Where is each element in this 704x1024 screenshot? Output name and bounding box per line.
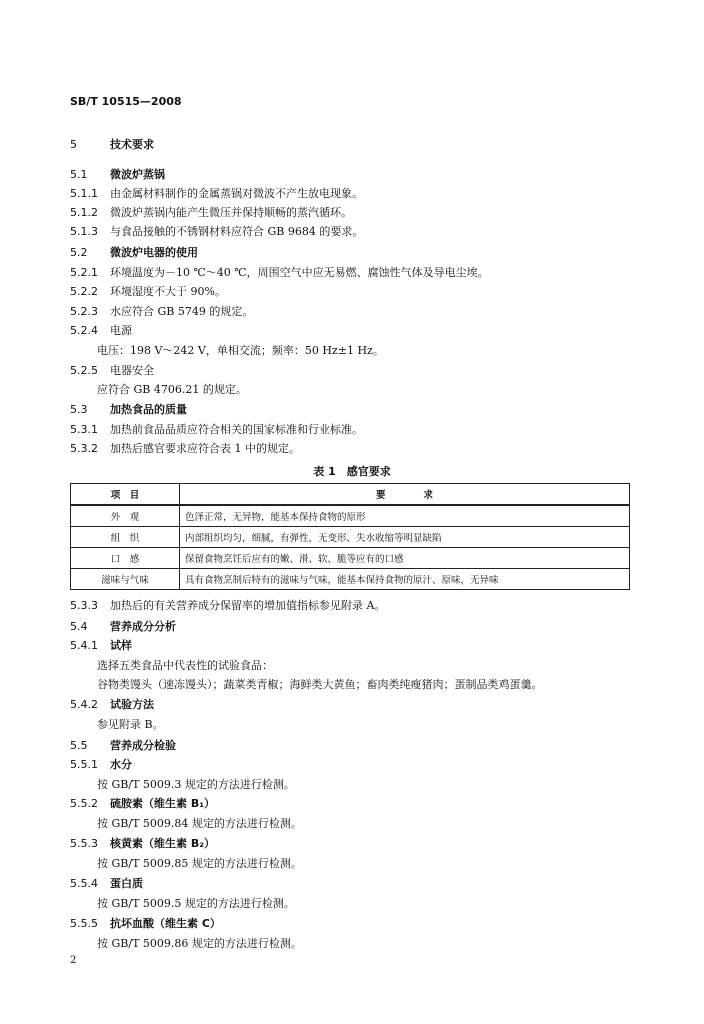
- clause-text: 加热后的有关营养成分保留率的增加值指标参见附录 A。: [110, 599, 386, 612]
- clause-line: [70, 168, 165, 182]
- row-requirement: 具有食物烹制后特有的滋味与气味，能基本保持食物的原汁、原味，无异味: [180, 569, 630, 590]
- row-item: 外 观: [71, 505, 180, 527]
- clause-line: [70, 797, 215, 811]
- clause-text: 按 GB/T 5009.84 规定的方法进行检测。: [97, 817, 302, 830]
- clause-text: 环境湿度不大于 90%。: [110, 285, 226, 298]
- clause-text: 电源: [110, 324, 132, 337]
- clause-number: 5.5.1: [70, 758, 98, 771]
- clause-number: 5.2.1: [70, 266, 98, 279]
- page-number: 2: [70, 955, 77, 966]
- clause-text: 微波炉电器的使用: [110, 246, 198, 259]
- clause-number: 5.5.4: [70, 877, 98, 890]
- clause-line: [70, 246, 198, 260]
- paragraph-line: [97, 383, 247, 397]
- clause-line: [70, 206, 352, 220]
- header-requirement: 要 求: [180, 484, 630, 506]
- clause-number: 5.2.5: [70, 364, 98, 377]
- clause-text: 加热后感官要求应符合表 1 中的规定。: [110, 442, 300, 455]
- clause-text: 电器安全: [110, 364, 154, 377]
- clause-number: 5.2.2: [70, 285, 98, 298]
- clause-line: [70, 225, 363, 239]
- paragraph-line: [97, 718, 164, 732]
- clause-number: 5.4: [70, 620, 88, 633]
- clause-line: [70, 324, 132, 338]
- clause-text: 抗坏血酸（维生素 C）: [110, 917, 221, 930]
- clause-line: [70, 423, 363, 437]
- clause-text: 水应符合 GB 5749 的规定。: [110, 305, 254, 318]
- clause-line: [70, 285, 226, 299]
- standard-code: SB/T 10515—2008: [70, 95, 182, 108]
- clause-line: [70, 698, 154, 712]
- clause-line: [70, 266, 489, 280]
- sensory-requirements-table: [70, 483, 630, 590]
- clause-text: 核黄素（维生素 B₂）: [110, 837, 216, 850]
- paragraph-line: [97, 344, 384, 358]
- clause-number: 5: [70, 138, 77, 151]
- clause-text: 选择五类食品中代表性的试验食品：: [97, 659, 273, 672]
- clause-text: 水分: [110, 758, 132, 771]
- clause-number: 5.5: [70, 739, 88, 752]
- clause-text: 由金属材料制作的金属蒸锅对微波不产生放电现象。: [110, 187, 363, 200]
- clause-text: 按 GB/T 5009.86 规定的方法进行检测。: [97, 937, 302, 950]
- clause-text: 按 GB/T 5009.85 规定的方法进行检测。: [97, 857, 302, 870]
- clause-line: [70, 758, 132, 772]
- clause-text: 蛋白质: [110, 877, 143, 890]
- clause-number: 5.5.5: [70, 917, 98, 930]
- clause-number: 5.1.3: [70, 225, 98, 238]
- paragraph-line: [97, 857, 302, 871]
- clause-text: 试验方法: [110, 698, 154, 711]
- header-item: 项 目: [71, 484, 180, 506]
- clause-text: 营养成分分析: [110, 620, 176, 633]
- table-row: [71, 527, 630, 548]
- clause-line: [70, 187, 363, 201]
- clause-text: 电压：198 V～242 V，单相交流；频率：50 Hz±1 Hz。: [97, 344, 384, 357]
- clause-line: [70, 138, 154, 152]
- clause-text: 应符合 GB 4706.21 的规定。: [97, 383, 247, 396]
- table-row: [71, 505, 630, 527]
- clause-number: 5.1.2: [70, 206, 98, 219]
- row-item: 组 织: [71, 527, 180, 548]
- clause-line: [70, 599, 385, 613]
- paragraph-line: [97, 778, 295, 792]
- clause-text: 与食品接触的不锈钢材料应符合 GB 9684 的要求。: [110, 225, 364, 238]
- clause-number: 5.2: [70, 246, 88, 259]
- clause-line: [70, 739, 176, 753]
- clause-number: 5.3.2: [70, 442, 98, 455]
- clause-line: [70, 364, 154, 378]
- clause-text: 加热食品的质量: [110, 403, 187, 416]
- clause-text: 营养成分检验: [110, 739, 176, 752]
- table-caption: 表 1 感官要求: [313, 465, 391, 478]
- clause-number: 5.3.1: [70, 423, 98, 436]
- clause-line: [70, 877, 143, 891]
- clause-line: [70, 639, 132, 653]
- clause-number: 5.5.3: [70, 837, 98, 850]
- clause-text: 按 GB/T 5009.5 规定的方法进行检测。: [97, 897, 295, 910]
- row-requirement: 色泽正常，无异物，能基本保持食物的原形: [180, 505, 630, 527]
- paragraph-line: [97, 659, 273, 673]
- clause-line: [70, 305, 253, 319]
- table-row: [71, 548, 630, 569]
- row-requirement: 保留食物烹饪后应有的嫩、滑、软、脆等应有的口感: [180, 548, 630, 569]
- clause-text: 参见附录 B。: [97, 718, 164, 731]
- paragraph-line: [97, 937, 302, 951]
- clause-text: 环境温度为－10 ℃～40 ℃，周围空气中应无易燃、腐蚀性气体及导电尘埃。: [110, 266, 489, 279]
- clause-text: 试样: [110, 639, 132, 652]
- paragraph-line: [97, 817, 302, 831]
- row-item: 滋味与气味: [71, 569, 180, 590]
- clause-number: 5.5.2: [70, 797, 98, 810]
- clause-number: 5.1: [70, 168, 88, 181]
- clause-line: [70, 917, 221, 931]
- clause-text: 微波炉蒸锅: [110, 168, 165, 181]
- clause-line: [70, 837, 215, 851]
- clause-number: 5.3.3: [70, 599, 98, 612]
- clause-line: [70, 442, 300, 456]
- clause-text: 谷物类馒头（速冻馒头）；蔬菜类青椒；海鲜类大黄鱼；畜肉类纯瘦猪肉；蛋制品类鸡蛋羹。: [97, 678, 543, 691]
- table-header-row: [71, 484, 630, 506]
- clause-number: 5.4.1: [70, 639, 98, 652]
- clause-number: 5.3: [70, 403, 88, 416]
- clause-number: 5.4.2: [70, 698, 98, 711]
- clause-text: 硫胺素（维生素 B₁）: [110, 797, 216, 810]
- clause-text: 加热前食品品质应符合相关的国家标准和行业标准。: [110, 423, 363, 436]
- clause-text: 微波炉蒸锅内能产生微压并保持顺畅的蒸汽循环。: [110, 206, 352, 219]
- paragraph-line: [97, 678, 543, 692]
- clause-number: 5.2.3: [70, 305, 98, 318]
- row-item: 口 感: [71, 548, 180, 569]
- clause-text: 技术要求: [110, 138, 154, 151]
- clause-line: [70, 403, 187, 417]
- table-row: [71, 569, 630, 590]
- clause-number: 5.2.4: [70, 324, 98, 337]
- clause-line: [70, 620, 176, 634]
- clause-text: 按 GB/T 5009.3 规定的方法进行检测。: [97, 778, 295, 791]
- paragraph-line: [97, 897, 295, 911]
- clause-number: 5.1.1: [70, 187, 98, 200]
- row-requirement: 内部组织均匀，细腻，有弹性，无变形、失水收缩等明显缺陷: [180, 527, 630, 548]
